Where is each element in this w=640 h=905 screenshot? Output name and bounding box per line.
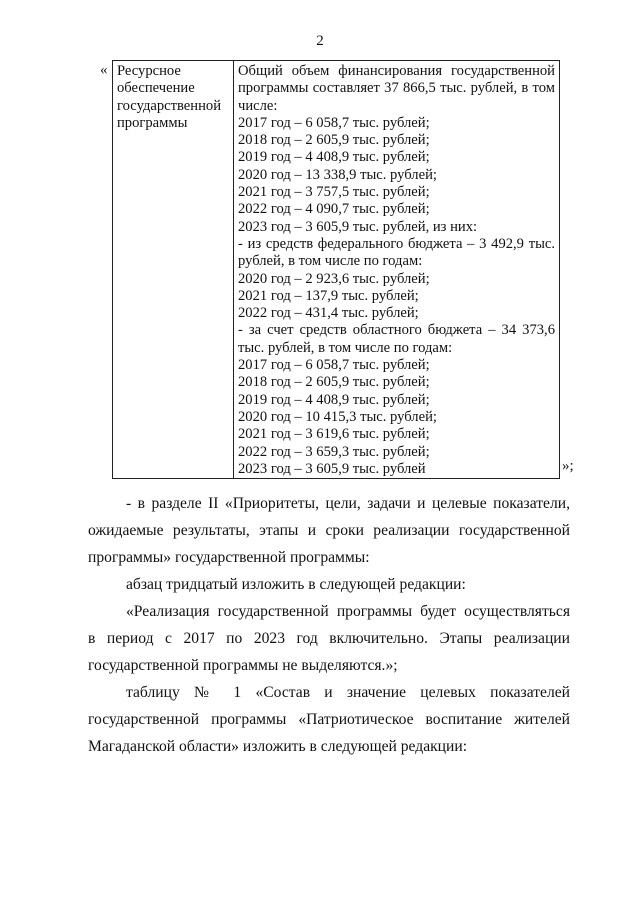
total-year-line: 2019 год – 4 408,9 тыс. рублей; xyxy=(238,149,430,166)
quoted-line: в период с 2017 по 2023 год включительно. Этапы реализации xyxy=(88,630,570,647)
instruction-paragraph xyxy=(88,571,570,598)
resource-row xyxy=(113,61,560,479)
regional-line: - за счет средств областного бюджета – 34 373,6 xyxy=(238,322,555,339)
quoted-paragraph xyxy=(88,598,570,679)
regional-year-line: 2021 год – 3 619,6 тыс. рублей; xyxy=(238,426,430,443)
section-line: - в разделе II «Приоритеты, цели, задачи и целевые показатели, xyxy=(126,495,570,512)
quoted-line: государственной программы не выделяются.»; xyxy=(88,657,398,674)
resource-table xyxy=(112,60,560,479)
total-year-line: 2020 год – 13 338,9 тыс. рублей; xyxy=(238,166,437,183)
closing-quote: »; xyxy=(562,458,574,474)
total-year-line: 2017 год – 6 058,7 тыс. рублей; xyxy=(238,114,430,131)
resource-value-cell xyxy=(234,61,560,479)
label-line: обеспечение xyxy=(117,80,195,97)
section-line: ожидаемые результаты, этапы и сроки реализации государственной xyxy=(88,522,570,539)
federal-year-line: 2020 год – 2 923,6 тыс. рублей; xyxy=(238,270,430,287)
table-line: государственной программы «Патриотическое воспитание жителей xyxy=(88,711,570,728)
instruction-line: абзац тридцатый изложить в следующей редакции: xyxy=(126,576,466,593)
regional-year-line: 2017 год – 6 058,7 тыс. рублей; xyxy=(238,357,430,374)
section-line: программы» государственной программы: xyxy=(88,549,370,566)
resource-label-cell xyxy=(113,61,234,479)
label-line: государственной xyxy=(117,97,222,114)
regional-year-line: 2019 год – 4 408,9 тыс. рублей; xyxy=(238,391,430,408)
total-year-line: 2023 год – 3 605,9 тыс. рублей, из них: xyxy=(238,218,478,235)
intro-line: программы составляет 37 866,5 тыс. рублей, в том xyxy=(238,80,555,97)
table-paragraph xyxy=(88,679,570,760)
page-number: 2 xyxy=(316,33,324,49)
quoted-line: «Реализация государственной программы будет осуществляться xyxy=(126,603,570,620)
federal-line: - из средств федерального бюджета – 3 492,9 тыс. xyxy=(238,235,555,252)
regional-line: тыс. рублей, в том числе по годам: xyxy=(238,339,453,356)
table-line: таблицу № 1 «Состав и значение целевых показателей xyxy=(126,684,570,701)
label-line: программы xyxy=(117,114,188,131)
opening-quote: « xyxy=(100,62,108,78)
regional-year-line: 2020 год – 10 415,3 тыс. рублей; xyxy=(238,408,437,425)
intro-line: Общий объем финансирования государственной xyxy=(238,63,555,79)
table-line: Магаданской области» изложить в следующей редакции: xyxy=(88,738,468,755)
total-year-line: 2022 год – 4 090,7 тыс. рублей; xyxy=(238,201,430,218)
total-year-line: 2018 год – 2 605,9 тыс. рублей; xyxy=(238,132,430,149)
total-year-line: 2021 год – 3 757,5 тыс. рублей; xyxy=(238,184,430,201)
federal-year-line: 2021 год – 137,9 тыс. рублей; xyxy=(238,287,419,304)
label-line: Ресурсное xyxy=(117,63,181,79)
federal-year-line: 2022 год – 431,4 тыс. рублей; xyxy=(238,305,419,322)
regional-year-line: 2023 год – 3 605,9 тыс. рублей xyxy=(238,460,426,477)
regional-year-line: 2022 год – 3 659,3 тыс. рублей; xyxy=(238,443,430,460)
intro-line: числе: xyxy=(238,97,278,114)
regional-year-line: 2018 год – 2 605,9 тыс. рублей; xyxy=(238,374,430,391)
federal-line: рублей, в том числе по годам: xyxy=(238,253,423,270)
section-paragraph xyxy=(88,490,570,571)
